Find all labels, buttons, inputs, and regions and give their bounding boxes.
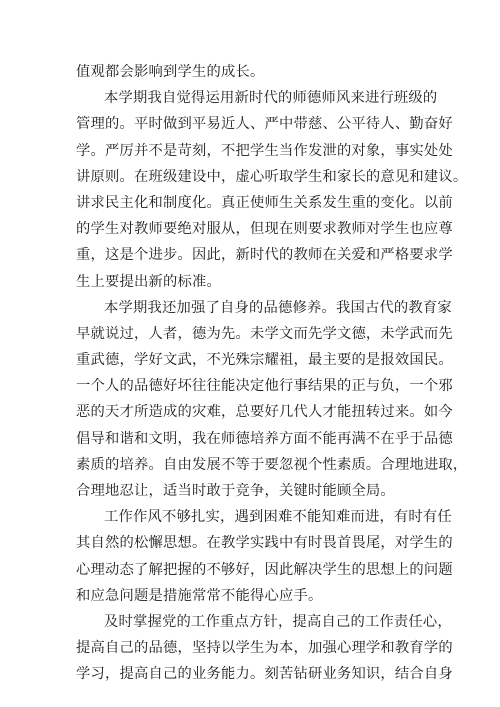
text-line: 工作作风不够扎实，遇到困难不能知难而进，有时有任: [104, 509, 452, 526]
text-line: 其自然的松懈思想。在教学实践中有时畏首畏尾，对学生的: [76, 535, 453, 552]
text-line: 一个人的品德好坏往往能决定他行事结果的正与负，一个邪: [76, 378, 453, 395]
text-line: 讲原则。在班级建设中，虚心听取学生和家长的意见和建议。: [76, 168, 468, 185]
text-line: 和应急问题是措施常常不能得心应手。: [76, 587, 323, 604]
text-line: 素质的培养。自由发展不等于要忽视个性素质。合理地进取，: [76, 456, 468, 473]
paragraph-3: [76, 295, 468, 505]
text-line: 恶的天才所造成的灾难，总要好几代人才能扭转过来。如今: [76, 404, 453, 421]
text-line: 学习，提高自己的业务能力。刻苦钻研业务知识，结合自身: [76, 666, 453, 683]
text-line: 本学期我自觉得运用新时代的师德师风来进行班级的: [104, 90, 438, 107]
text-line: 及时掌握党的工作重点方针，提高自己的工作责任心，: [104, 613, 452, 630]
text-line: 生上要提出新的标准。: [76, 273, 221, 290]
text-line: 提高自己的品德，坚持以学生为本，加强心理学和教育学的: [76, 640, 453, 657]
paragraph-4: [76, 504, 453, 609]
text-line: 心理动态了解把握的不够好，因此解决学生的思想上的问题: [76, 561, 453, 578]
text-line: 合理地忍让，适当时敢于竞争，关键时能顾全局。: [76, 483, 395, 499]
text-line: 本学期我还加强了自身的品德修养。我国古代的教育家: [104, 299, 452, 316]
text-line: 早就说过，人者，德为先。未学文而先学文德，未学武而先: [76, 325, 453, 342]
text-line: 讲求民主化和制度化。真正使师生关系发生重的变化。以前: [76, 194, 453, 211]
text-line: 管理的。平时做到平易近人、严中带慈、公平待人、勤奋好: [76, 116, 453, 133]
text-line: 重武德，学好文武，不光殊宗耀祖，最主要的是报效国民。: [76, 352, 453, 369]
text-line: 重，这是个进步。因此，新时代的教师在关爱和严格要求学: [76, 247, 453, 264]
text-line: 倡导和谐和文明，我在师德培养方面不能再满不在乎于品德: [76, 430, 453, 447]
paragraph-1: [76, 59, 426, 85]
paragraph-2: [76, 85, 468, 295]
text-line: 值观都会影响到学生的成长。: [76, 64, 265, 80]
document-body: [76, 59, 468, 688]
text-line: 的学生对教师要绝对服从，但现在则要求教师对学生也应尊: [76, 221, 453, 238]
paragraph-5: [76, 609, 453, 688]
text-line: 学。严厉并不是苛刻，不把学生当作发泄的对象，事实处处: [76, 142, 453, 159]
